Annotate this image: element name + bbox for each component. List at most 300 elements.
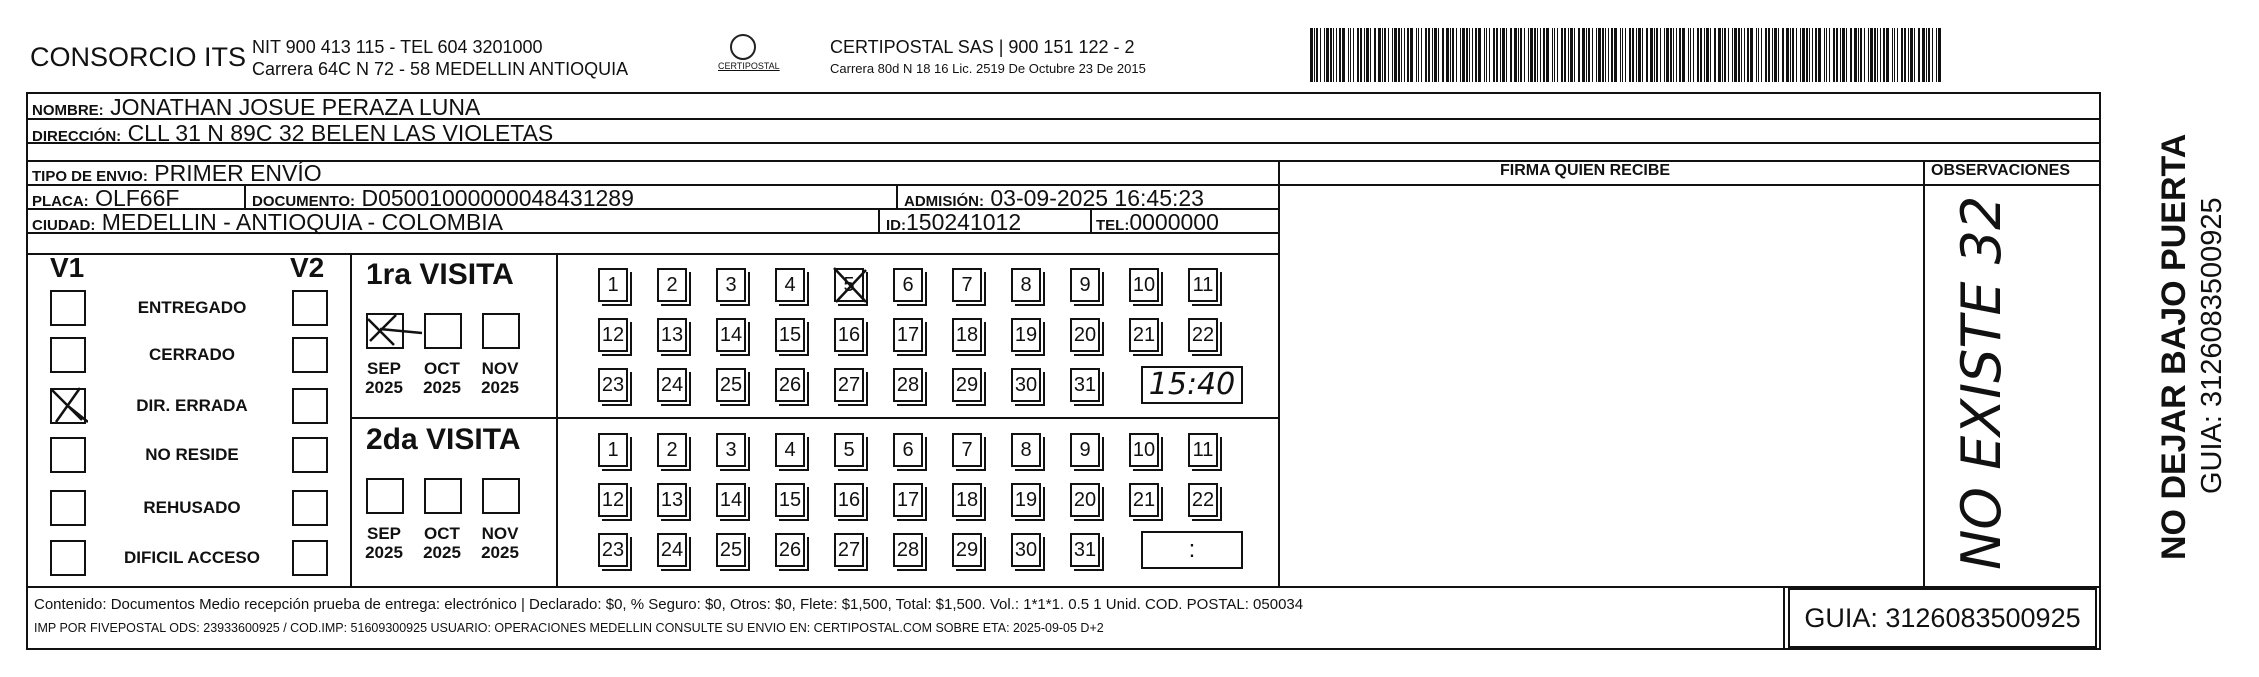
day-box[interactable]: [716, 268, 746, 302]
barcode-bar: [1475, 28, 1477, 82]
day-box[interactable]: [952, 368, 982, 402]
day-box[interactable]: [775, 433, 805, 467]
barcode-bar: [1932, 28, 1933, 82]
day-box[interactable]: [775, 318, 805, 352]
barcode-bar: [1910, 28, 1913, 82]
placa-row: [32, 185, 179, 212]
day-number: 28: [896, 539, 920, 561]
day-number: 13: [660, 324, 684, 346]
v2-checkbox[interactable]: [292, 290, 328, 326]
barcode-bar: [1738, 28, 1740, 82]
delivery-form: [26, 92, 2101, 650]
day-box[interactable]: [598, 318, 628, 352]
barcode-bar: [1552, 28, 1553, 82]
day-number: 22: [1191, 324, 1215, 346]
barcode-bar: [1442, 28, 1444, 82]
day-box[interactable]: [657, 368, 687, 402]
barcode-bar: [1543, 28, 1545, 82]
day-box[interactable]: [1129, 318, 1159, 352]
barcode-bar: [1520, 28, 1522, 82]
barcode-bar: [1638, 28, 1641, 82]
barcode-bar: [1493, 28, 1495, 82]
barcode-bar: [1514, 28, 1517, 82]
v2-checkbox[interactable]: [292, 437, 328, 473]
day-number: 27: [837, 539, 861, 561]
day-number: 23: [601, 374, 625, 396]
barcode-bar: [1914, 28, 1915, 82]
day-number: 22: [1191, 489, 1215, 511]
barcode-bar: [1622, 28, 1623, 82]
barcode-bar: [1908, 28, 1909, 82]
day-number: 6: [902, 274, 914, 296]
barcode-bar: [1530, 28, 1533, 82]
barcode-bar: [1718, 28, 1721, 82]
day-number: 12: [601, 324, 625, 346]
barcode-bar: [1537, 28, 1538, 82]
day-number: 26: [778, 374, 802, 396]
barcode-bar: [1704, 28, 1705, 82]
tel-label: TEL:: [1096, 217, 1130, 234]
barcode-bar: [1818, 28, 1821, 82]
day-number: 25: [719, 539, 743, 561]
id-row: [886, 209, 1021, 236]
day-box[interactable]: [775, 533, 805, 567]
day-box[interactable]: [834, 318, 864, 352]
certipostal-logo: [718, 34, 780, 76]
v1-checkbox[interactable]: [50, 290, 86, 326]
barcode-bar: [1877, 28, 1878, 82]
day-number: 16: [837, 489, 861, 511]
barcode-bar: [1883, 28, 1885, 82]
status-option-label: CERRADO: [149, 345, 235, 364]
month-checkbox[interactable]: [424, 478, 462, 514]
company-name: CONSORCIO ITS: [30, 42, 247, 72]
barcode-bar: [1370, 28, 1371, 82]
month-year: 2025: [481, 378, 519, 397]
day-number: 29: [955, 374, 979, 396]
month-label: [475, 359, 525, 397]
barcode-bar: [1728, 28, 1729, 82]
company-contact: [252, 36, 628, 80]
barcode-bar: [1938, 28, 1941, 82]
month-checkbox[interactable]: [482, 478, 520, 514]
day-box[interactable]: [657, 318, 687, 352]
month-name: OCT: [424, 524, 460, 543]
day-box[interactable]: [598, 368, 628, 402]
barcode-bar: [1936, 28, 1937, 82]
barcode-bar: [1824, 28, 1825, 82]
barcode-bar: [1922, 28, 1925, 82]
month-checkbox[interactable]: [366, 478, 404, 514]
day-box[interactable]: [775, 483, 805, 517]
barcode-bar: [1456, 28, 1457, 82]
v1-checkbox[interactable]: [50, 437, 86, 473]
day-number: 19: [1014, 324, 1038, 346]
month-checkbox[interactable]: [366, 313, 404, 349]
barcode-bar: [1546, 28, 1549, 82]
barcode-bar: [1500, 28, 1501, 82]
barcode-bar: [1833, 28, 1835, 82]
v1-checkbox[interactable]: [50, 337, 86, 373]
barcode-bar: [1768, 28, 1770, 82]
nombre-label: NOMBRE:: [32, 102, 104, 119]
day-box[interactable]: [1070, 433, 1100, 467]
day-box[interactable]: [1011, 433, 1041, 467]
day-box[interactable]: [1188, 433, 1218, 467]
barcode-bar: [1469, 28, 1470, 82]
barcode-bar: [1557, 28, 1558, 82]
barcode-bar: [1484, 28, 1485, 82]
barcode-bar: [1926, 28, 1927, 82]
day-box[interactable]: [1070, 268, 1100, 302]
month-year: 2025: [365, 378, 403, 397]
day-box[interactable]: [1070, 483, 1100, 517]
barcode-bar: [1918, 28, 1920, 82]
day-box[interactable]: [893, 483, 923, 517]
tel-row: [1096, 209, 1219, 236]
month-label: [417, 359, 467, 397]
barcode-bar: [1806, 28, 1808, 82]
barcode-bar: [1894, 28, 1895, 82]
month-checkbox[interactable]: [482, 313, 520, 349]
barcode-bar: [1642, 28, 1643, 82]
barcode-bar: [1446, 28, 1449, 82]
day-box[interactable]: [716, 533, 746, 567]
month-name: SEP: [366, 359, 402, 378]
admision-row: [904, 185, 1204, 212]
barcode-bar: [1452, 28, 1454, 82]
v2-checkbox[interactable]: [292, 337, 328, 373]
day-box[interactable]: [1070, 318, 1100, 352]
day-box[interactable]: [1011, 318, 1041, 352]
v2-checkbox[interactable]: [292, 490, 328, 526]
barcode-bar: [1693, 28, 1694, 82]
barcode-bar: [1850, 28, 1852, 82]
day-number: 4: [784, 274, 796, 296]
barcode-bar: [1398, 28, 1400, 82]
barcode-bar: [1586, 28, 1587, 82]
barcode-bar: [1892, 28, 1893, 82]
barcode-bar: [1897, 28, 1898, 82]
day-box[interactable]: [716, 433, 746, 467]
day-number: 21: [1132, 324, 1156, 346]
barcode-bar: [1690, 28, 1691, 82]
month-year: 2025: [423, 378, 461, 397]
status-option-label: NO RESIDE: [145, 445, 239, 464]
barcode-bar: [1407, 28, 1409, 82]
barcode-bar: [1790, 28, 1791, 82]
status-option-label: REHUSADO: [143, 498, 241, 517]
day-box[interactable]: [598, 483, 628, 517]
month-year: 2025: [481, 543, 519, 562]
day-box[interactable]: [1070, 533, 1100, 567]
ciudad-label: CIUDAD:: [32, 217, 96, 234]
barcode-bar: [1366, 28, 1369, 82]
day-box[interactable]: [598, 533, 628, 567]
barcode-bar: [1732, 28, 1733, 82]
day-box[interactable]: [1129, 433, 1159, 467]
day-box[interactable]: [657, 433, 687, 467]
barcode-bar: [1625, 28, 1626, 82]
day-box[interactable]: [598, 433, 628, 467]
barcode-bar: [1592, 28, 1593, 82]
day-number: 25: [719, 374, 743, 396]
barcode-bar: [1438, 28, 1439, 82]
barcode-bar: [1802, 28, 1805, 82]
day-number: 11: [1192, 274, 1214, 296]
barcode-bar: [1796, 28, 1797, 82]
nit-line: NIT 900 413 115 - TEL 604 3201000: [252, 37, 543, 57]
day-box[interactable]: [775, 268, 805, 302]
day-box[interactable]: [1011, 368, 1041, 402]
barcode-bar: [1382, 28, 1383, 82]
barcode-bar: [1489, 28, 1490, 82]
barcode-bar: [1374, 28, 1376, 82]
barcode-bar: [1700, 28, 1702, 82]
barcode-bar: [1506, 28, 1507, 82]
day-number: 23: [601, 539, 625, 561]
day-box[interactable]: [1188, 483, 1218, 517]
side-guia: GUIA: 3126083500925: [2196, 197, 2228, 494]
barcode-bar: [1688, 28, 1689, 82]
barcode-bar: [1756, 28, 1757, 82]
day-box[interactable]: [1188, 318, 1218, 352]
day-box[interactable]: [1129, 483, 1159, 517]
barcode-bar: [1812, 28, 1813, 82]
day-box[interactable]: [716, 368, 746, 402]
barcode-bar: [1320, 28, 1321, 82]
day-number: 3: [725, 274, 737, 296]
barcode-bar: [1333, 28, 1334, 82]
barcode-bar: [1384, 28, 1386, 82]
barcode-bar: [1774, 28, 1777, 82]
day-number: 1: [607, 274, 619, 296]
barcode-bar: [1846, 28, 1847, 82]
barcode-bar: [1540, 28, 1541, 82]
barcode-bar: [1904, 28, 1906, 82]
day-number: 6: [902, 439, 914, 461]
barcode-bar: [1826, 28, 1827, 82]
barcode-bar: [1486, 28, 1487, 82]
barcode-bar: [1792, 28, 1794, 82]
barcode-bar: [1670, 28, 1672, 82]
barcode-bar: [1582, 28, 1585, 82]
day-box[interactable]: [716, 483, 746, 517]
month-year: 2025: [423, 543, 461, 562]
day-number: 9: [1079, 439, 1091, 461]
day-number: 14: [719, 324, 743, 346]
barcode-bar: [1364, 28, 1365, 82]
v2-checkbox[interactable]: [292, 388, 328, 424]
barcode-bar: [1528, 28, 1529, 82]
barcode-bar: [1360, 28, 1362, 82]
day-number: 19: [1014, 489, 1038, 511]
day-box[interactable]: [834, 368, 864, 402]
barcode-bar: [1561, 28, 1563, 82]
documento-value: D05001000000048431289: [361, 185, 634, 211]
status-option-label: DIR. ERRADA: [136, 396, 248, 415]
day-number: 14: [719, 489, 743, 511]
barcode-bar: [1901, 28, 1903, 82]
barcode-bar: [1880, 28, 1881, 82]
day-box[interactable]: [1070, 368, 1100, 402]
visit-time[interactable]: [1141, 531, 1243, 569]
barcode-bar: [1673, 28, 1674, 82]
day-number: 15: [778, 489, 802, 511]
day-box[interactable]: [893, 533, 923, 567]
day-box[interactable]: [952, 268, 982, 302]
barcode-bar: [1747, 28, 1749, 82]
barcode-bar: [1664, 28, 1665, 82]
barcode-bar: [1554, 28, 1555, 82]
day-box[interactable]: [1011, 483, 1041, 517]
day-number: 31: [1073, 539, 1097, 561]
barcode-bar: [1778, 28, 1779, 82]
day-number: 31: [1073, 374, 1097, 396]
barcode-bar: [1316, 28, 1318, 82]
day-number: 15: [778, 324, 802, 346]
barcode-bar: [1666, 28, 1669, 82]
barcode-bar: [1450, 28, 1451, 82]
day-box[interactable]: [893, 433, 923, 467]
barcode-bar: [1868, 28, 1869, 82]
barcode-bar: [1782, 28, 1784, 82]
barcode-bar: [1772, 28, 1773, 82]
barcode-bar: [1608, 28, 1609, 82]
visit-time-value: :: [1188, 536, 1196, 563]
barcode-bar: [1314, 28, 1315, 82]
barcode-bar: [1706, 28, 1709, 82]
day-box[interactable]: [952, 433, 982, 467]
day-number: 12: [601, 489, 625, 511]
tel-value: 0000000: [1129, 209, 1219, 235]
barcode-bar: [1418, 28, 1419, 82]
barcode-bar: [1656, 28, 1658, 82]
address-line: Carrera 64C N 72 - 58 MEDELLIN ANTIOQUIA: [252, 59, 629, 79]
day-number: 27: [837, 374, 861, 396]
barcode-bar: [1324, 28, 1325, 82]
barcode-bar: [1428, 28, 1430, 82]
barcode-bar: [1646, 28, 1648, 82]
v2-checkbox[interactable]: [292, 540, 328, 576]
day-number: 24: [660, 539, 684, 561]
day-box[interactable]: [834, 268, 864, 302]
barcode-bar: [1401, 28, 1402, 82]
day-box[interactable]: [952, 483, 982, 517]
day-box[interactable]: [716, 318, 746, 352]
barcode-bar: [1518, 28, 1519, 82]
barcode-bar: [1750, 28, 1753, 82]
barcode-bar: [1870, 28, 1873, 82]
month-name: SEP: [366, 524, 402, 543]
side-notice: NO DEJAR BAJO PUERTA: [2155, 133, 2193, 560]
day-box[interactable]: [834, 483, 864, 517]
day-box[interactable]: [598, 268, 628, 302]
month-label: [475, 524, 525, 562]
status-option-label: DIFICIL ACCESO: [123, 548, 260, 567]
day-box[interactable]: [657, 483, 687, 517]
barcode-bar: [1840, 28, 1841, 82]
certipostal-info: [830, 36, 1146, 80]
v1-checkbox[interactable]: [50, 540, 86, 576]
v2-header: V2: [290, 252, 325, 283]
barcode-bar: [1629, 28, 1631, 82]
barcode-bar: [1714, 28, 1716, 82]
visit-time-value: 15:40: [1148, 367, 1236, 402]
barcode-bar: [1421, 28, 1422, 82]
barcode-bar: [1425, 28, 1427, 82]
day-number: 10: [1132, 274, 1156, 296]
day-box[interactable]: [893, 368, 923, 402]
barcode-bar: [1928, 28, 1930, 82]
day-box[interactable]: [1011, 533, 1041, 567]
barcode-bar: [1724, 28, 1726, 82]
visit-time[interactable]: [1141, 366, 1243, 404]
visit-title: 2da VISITA: [366, 423, 521, 456]
barcode-bar: [1478, 28, 1481, 82]
barcode-bar: [1350, 28, 1351, 82]
month-checkbox[interactable]: [424, 313, 462, 349]
barcode-bar: [1353, 28, 1354, 82]
day-box[interactable]: [1011, 268, 1041, 302]
v1-checkbox[interactable]: [50, 388, 86, 424]
day-box[interactable]: [893, 318, 923, 352]
day-box[interactable]: [657, 268, 687, 302]
barcode-bar: [1605, 28, 1606, 82]
nombre-row: [32, 94, 480, 121]
barcode-bar: [1654, 28, 1655, 82]
barcode-bar: [1339, 28, 1341, 82]
day-number: 1: [607, 439, 619, 461]
day-number: 4: [784, 439, 796, 461]
barcode-bar: [1310, 28, 1313, 82]
month-name: NOV: [481, 359, 519, 378]
id-label: ID:: [886, 217, 906, 234]
barcode-bar: [1722, 28, 1723, 82]
barcode-bar: [1434, 28, 1437, 82]
day-box[interactable]: [775, 368, 805, 402]
day-box[interactable]: [834, 433, 864, 467]
placa-value: OLF66F: [95, 185, 180, 211]
barcode-bar: [1860, 28, 1862, 82]
barcode-bar: [1786, 28, 1789, 82]
visit-title: 1ra VISITA: [366, 258, 514, 291]
day-number: 2: [666, 274, 678, 296]
documento-label: DOCUMENTO:: [252, 193, 356, 210]
day-box[interactable]: [952, 318, 982, 352]
barcode-bar: [1829, 28, 1830, 82]
day-box[interactable]: [1188, 268, 1218, 302]
barcode-bar: [1697, 28, 1699, 82]
day-number: 2: [666, 439, 678, 461]
barcode-bar: [1342, 28, 1345, 82]
day-number: 24: [660, 374, 684, 396]
day-box[interactable]: [1129, 268, 1159, 302]
day-box[interactable]: [657, 533, 687, 567]
day-number: 26: [778, 539, 802, 561]
day-number: 7: [961, 439, 973, 461]
day-number: 8: [1020, 274, 1032, 296]
day-box[interactable]: [893, 268, 923, 302]
day-number: 3: [725, 439, 737, 461]
barcode-bar: [1858, 28, 1859, 82]
v1-checkbox[interactable]: [50, 490, 86, 526]
barcode-bar: [1466, 28, 1468, 82]
barcode-bar: [1676, 28, 1677, 82]
barcode-bar: [1588, 28, 1590, 82]
day-box[interactable]: [952, 533, 982, 567]
day-box[interactable]: [834, 533, 864, 567]
